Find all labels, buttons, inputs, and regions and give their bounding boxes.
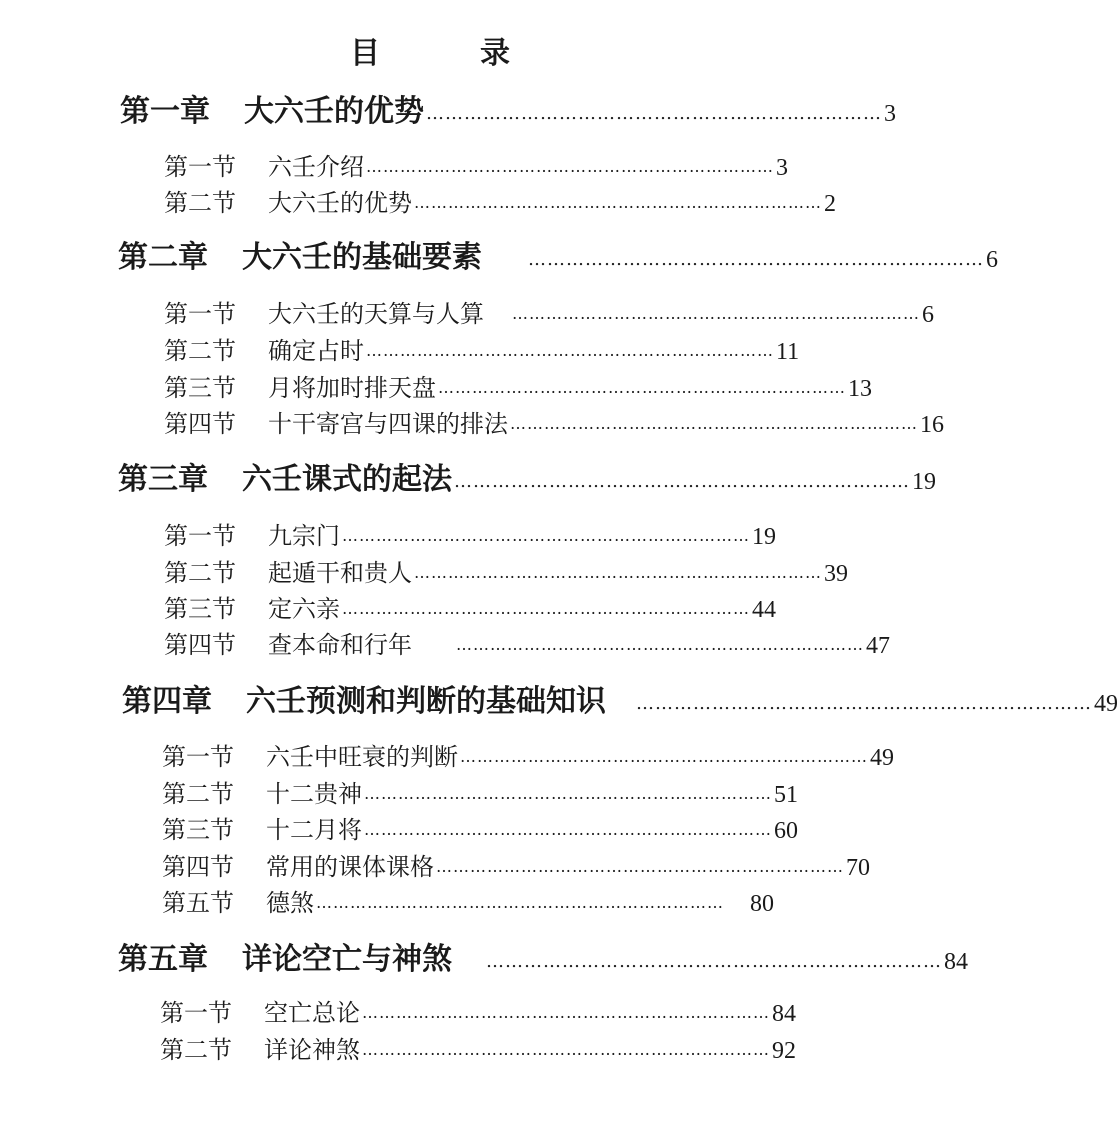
section-number: 第四节 <box>162 853 234 881</box>
chapter-entry[interactable] <box>122 678 1118 720</box>
section-page: 80 <box>750 891 774 917</box>
chapter-number: 第五章 <box>118 942 208 977</box>
leader-dots: ……………………………………………………………… <box>362 1003 770 1022</box>
section-title: 空亡总论 <box>264 999 360 1027</box>
chapter-entry[interactable] <box>118 234 998 276</box>
section-number: 第二节 <box>162 780 234 808</box>
leader-dots: ……………………………………………………………… <box>438 378 846 397</box>
section-title: 查本命和行年 <box>268 631 412 659</box>
leader-dots: ……………………………………………………………… <box>316 893 724 912</box>
chapter-page: 6 <box>986 247 998 273</box>
section-number: 第一节 <box>162 743 234 771</box>
section-entry[interactable] <box>164 590 776 624</box>
section-entry[interactable] <box>162 738 894 772</box>
section-title: 定六亲 <box>268 595 340 623</box>
section-title: 起遁干和贵人 <box>268 559 412 587</box>
section-page: 19 <box>752 524 776 550</box>
section-number: 第一节 <box>164 522 236 550</box>
leader-dots: ……………………………………………………………… <box>362 1040 770 1059</box>
section-number: 第一节 <box>164 300 236 328</box>
section-entry[interactable] <box>162 884 774 918</box>
section-page: 49 <box>870 745 894 771</box>
section-number: 第一节 <box>164 153 236 181</box>
chapter-number: 第二章 <box>118 240 208 275</box>
chapter-number: 第三章 <box>118 462 208 497</box>
chapter-page: 49 <box>1094 691 1118 717</box>
section-entry[interactable] <box>162 848 870 882</box>
section-number: 第二节 <box>164 337 236 365</box>
leader-dots: ……………………………………………………………… <box>454 471 910 492</box>
section-page: 3 <box>776 155 788 181</box>
section-entry[interactable] <box>162 811 798 845</box>
section-entry[interactable] <box>164 184 836 218</box>
leader-dots: ……………………………………………………………… <box>414 193 822 212</box>
toc-heading <box>0 28 860 72</box>
section-title: 十干寄宫与四课的排法 <box>268 410 508 438</box>
section-number: 第四节 <box>164 631 236 659</box>
section-entry[interactable] <box>164 369 872 403</box>
leader-dots: ……………………………………………………………… <box>364 784 772 803</box>
section-title: 德煞 <box>266 889 314 917</box>
leader-dots: ……………………………………………………………… <box>456 635 864 654</box>
section-number: 第三节 <box>162 816 234 844</box>
leader-dots: ……………………………………………………………… <box>342 526 750 545</box>
section-page: 44 <box>752 597 776 623</box>
toc-heading-right: 录 <box>480 36 510 71</box>
section-number: 第四节 <box>164 410 236 438</box>
section-title: 大六壬的优势 <box>268 189 412 217</box>
section-number: 第二节 <box>160 1036 232 1064</box>
section-page: 39 <box>824 561 848 587</box>
leader-dots: ……………………………………………………………… <box>436 857 844 876</box>
section-title: 六壬中旺衰的判断 <box>266 743 458 771</box>
section-page: 47 <box>866 633 890 659</box>
section-title: 六壬介绍 <box>268 153 364 181</box>
section-number: 第三节 <box>164 374 236 402</box>
section-title: 十二贵神 <box>266 780 362 808</box>
leader-dots: ……………………………………………………………… <box>364 820 772 839</box>
section-entry[interactable] <box>164 295 934 329</box>
section-title: 确定占时 <box>268 337 364 365</box>
section-entry[interactable] <box>164 405 944 439</box>
leader-dots: ……………………………………………………………… <box>366 157 774 176</box>
leader-dots: ……………………………………………………………… <box>342 599 750 618</box>
leader-dots: ……………………………………………………………… <box>460 747 868 766</box>
section-title: 常用的课体课格 <box>266 853 434 881</box>
section-entry[interactable] <box>160 1031 796 1065</box>
section-page: 51 <box>774 782 798 808</box>
chapter-title: 大六壬的基础要素 <box>242 240 482 275</box>
section-page: 13 <box>848 376 872 402</box>
toc-heading-left: 目 <box>350 36 380 71</box>
section-entry[interactable] <box>164 148 788 182</box>
section-number: 第一节 <box>160 999 232 1027</box>
section-page: 2 <box>824 191 836 217</box>
section-entry[interactable] <box>164 626 890 660</box>
section-page: 84 <box>772 1001 796 1027</box>
leader-dots: ……………………………………………………………… <box>366 341 774 360</box>
chapter-title: 大六壬的优势 <box>244 94 424 129</box>
section-title: 十二月将 <box>266 816 362 844</box>
chapter-entry[interactable] <box>118 936 968 978</box>
section-number: 第二节 <box>164 189 236 217</box>
section-page: 92 <box>772 1038 796 1064</box>
chapter-entry[interactable] <box>120 88 896 130</box>
section-entry[interactable] <box>160 994 796 1028</box>
chapter-page: 84 <box>944 949 968 975</box>
section-title: 月将加时排天盘 <box>268 374 436 402</box>
section-title: 大六壬的天算与人算 <box>268 300 484 328</box>
chapter-title: 六壬课式的起法 <box>242 462 452 497</box>
chapter-title: 详论空亡与神煞 <box>242 942 452 977</box>
section-page: 6 <box>922 302 934 328</box>
leader-dots: ……………………………………………………………… <box>528 249 984 270</box>
section-entry[interactable] <box>162 775 798 809</box>
section-page: 16 <box>920 412 944 438</box>
leader-dots: ……………………………………………………………… <box>426 103 882 124</box>
section-number: 第五节 <box>162 889 234 917</box>
chapter-title: 六壬预测和判断的基础知识 <box>246 684 606 719</box>
leader-dots: ……………………………………………………………… <box>512 304 920 323</box>
section-title: 九宗门 <box>268 522 340 550</box>
chapter-page: 3 <box>884 101 896 127</box>
leader-dots: ……………………………………………………………… <box>636 693 1092 714</box>
section-entry[interactable] <box>164 332 800 366</box>
chapter-number: 第四章 <box>122 684 212 719</box>
leader-dots: ……………………………………………………………… <box>414 563 822 582</box>
section-number: 第二节 <box>164 559 236 587</box>
section-page: 70 <box>846 855 870 881</box>
chapter-entry[interactable] <box>118 456 936 498</box>
chapter-page: 19 <box>912 469 936 495</box>
section-number: 第三节 <box>164 595 236 623</box>
section-page: 60 <box>774 818 798 844</box>
leader-dots: ……………………………………………………………… <box>486 951 942 972</box>
section-title: 详论神煞 <box>264 1036 360 1064</box>
chapter-number: 第一章 <box>120 94 210 129</box>
section-page: 11 <box>776 339 800 365</box>
section-entry[interactable] <box>164 517 776 551</box>
section-entry[interactable] <box>164 554 848 588</box>
leader-dots: ……………………………………………………………… <box>510 414 918 433</box>
